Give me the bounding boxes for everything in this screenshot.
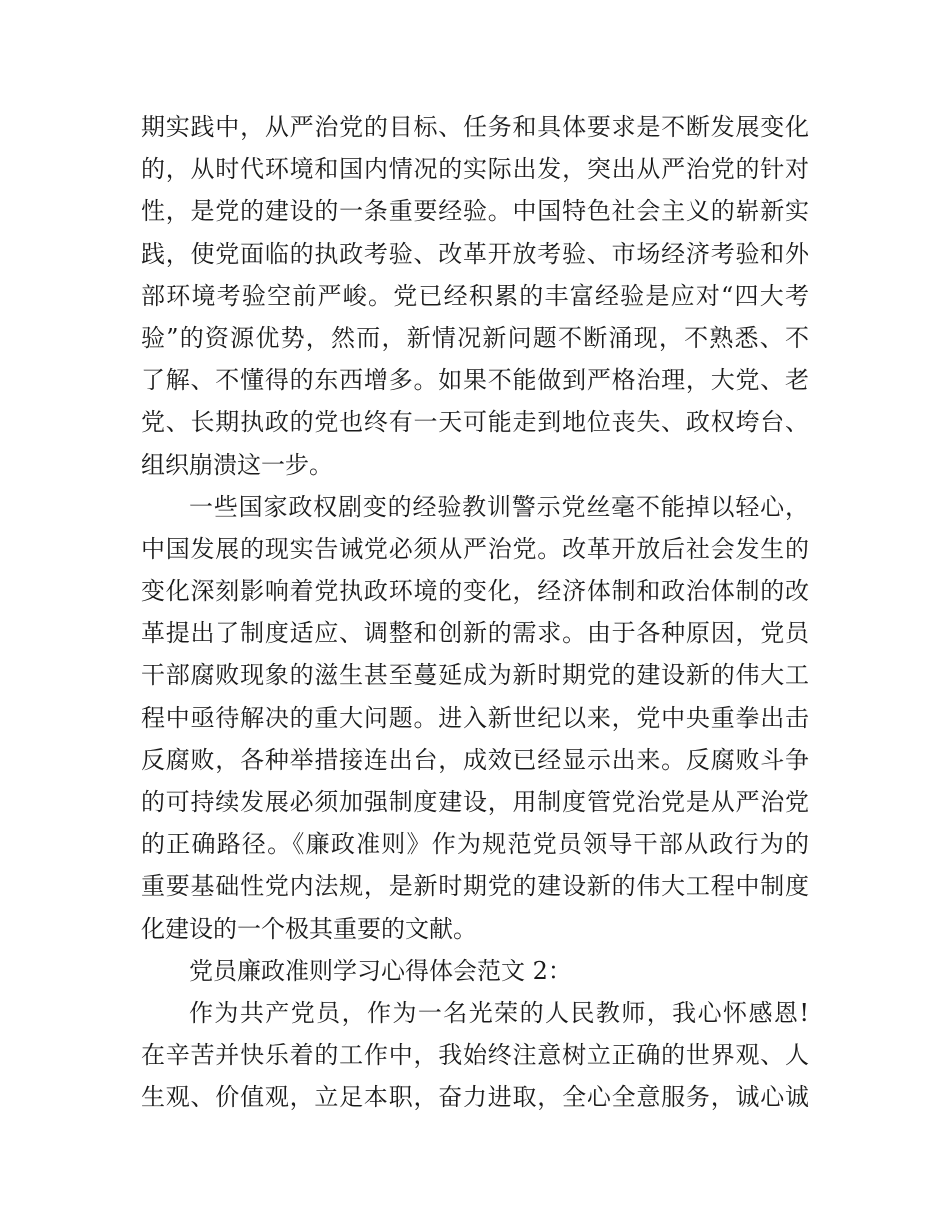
- text-line: 部环境考验空前严峻。党已经积累的丰富经验是应对“四大考: [141, 281, 809, 310]
- text-line: 化建设的一个极其重要的文献。: [141, 914, 477, 943]
- text-line: 干部腐败现象的滋生甚至蔓延成为新时期党的建设新的伟大工: [141, 661, 809, 690]
- text-line: 党员廉政准则学习心得体会范文 2：: [189, 956, 572, 985]
- text-line: 党、长期执政的党也终有一天可能走到地位丧失、政权垮台、: [141, 408, 809, 437]
- text-line: 生观、价值观，立足本职，奋力进取，全心全意服务，诚心诚: [141, 1083, 809, 1112]
- text-line: 变化深刻影响着党执政环境的变化，经济体制和政治体制的改: [141, 577, 809, 606]
- text-line: 期实践中，从严治党的目标、任务和具体要求是不断发展变化: [141, 113, 809, 141]
- text-line: 的可持续发展必须加强制度建设，用制度管党治党是从严治党: [141, 788, 809, 816]
- text-line: 程中亟待解决的重大问题。进入新世纪以来，党中央重拳出击: [141, 703, 809, 732]
- text-line: 反腐败，各种举措接连出台，成效已经显示出来。反腐败斗争: [141, 745, 809, 774]
- text-line: 中国发展的现实告诫党必须从严治党。改革开放后社会发生的: [141, 534, 809, 563]
- text-line: 了解、不懂得的东西增多。如果不能做到严格治理，大党、老: [141, 366, 809, 395]
- text-line: 革提出了制度适应、调整和创新的需求。由于各种原因，党员: [141, 619, 809, 648]
- text-line: 重要基础性党内法规，是新时期党的建设新的伟大工程中制度: [141, 872, 809, 901]
- text-line: 在辛苦并快乐着的工作中，我始终注意树立正确的世界观、人: [141, 1041, 809, 1070]
- text-line: 一些国家政权剧变的经验教训警示党丝毫不能掉以轻心，: [189, 492, 809, 521]
- text-line: 的，从时代环境和国内情况的实际出发，突出从严治党的针对: [141, 155, 809, 184]
- text-line: 的正确路径。《廉政准则》作为规范党员领导干部从政行为的: [141, 830, 809, 859]
- text-line: 验”的资源优势，然而，新情况新问题不断涌现，不熟悉、不: [141, 323, 809, 352]
- text-line: 性，是党的建设的一条重要经验。中国特色社会主义的崭新实: [141, 197, 809, 226]
- text-line: 践，使党面临的执政考验、改革开放考验、市场经济考验和外: [141, 239, 809, 268]
- text-line: 作为共产党员，作为一名光荣的人民教师，我心怀感恩!: [189, 998, 809, 1027]
- text-line: 组织崩溃这一步。: [141, 450, 333, 479]
